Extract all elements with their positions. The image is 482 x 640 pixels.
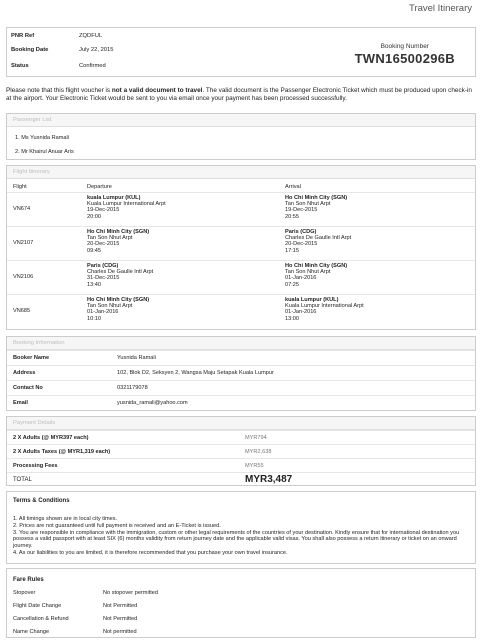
fare-rule-value: No stopover permitted — [103, 590, 159, 596]
booking-date-row — [11, 47, 113, 53]
fare-rules-heading: Fare Rules — [13, 577, 44, 583]
total-value: MYR3,487 — [245, 474, 293, 485]
booking-summary-box — [6, 27, 476, 77]
fare-rules-section — [6, 568, 476, 638]
departure-city: Paris (CDG) — [87, 263, 119, 269]
departure-city: Ho Chi Minh City (SGN) — [87, 297, 150, 303]
arrival-city: Ho Chi Minh City (SGN) — [285, 263, 348, 269]
fare-rule-row — [7, 586, 475, 599]
departure-airport: Tan Son Nhut Arpt — [87, 303, 133, 310]
pnr-label: PNR Ref — [11, 33, 35, 39]
booking-info-label: Booker Name — [13, 355, 50, 361]
document-title: Travel Itinerary — [409, 3, 472, 14]
booking-info-row — [7, 380, 475, 396]
booking-date-value: July 22, 2015 — [79, 47, 114, 53]
passenger-section — [6, 113, 476, 160]
arrival-date: 01-Jan-2016 — [285, 309, 317, 316]
status-label: Status — [11, 63, 29, 69]
arrival-block — [285, 229, 351, 254]
terms-item: 1. All timings shown are in local city times. — [13, 516, 118, 522]
arrival-city: kuala Lumpur (KUL) — [285, 297, 339, 303]
fare-rule-row — [7, 599, 475, 612]
booking-info-row — [7, 395, 475, 411]
departure-time: 09:45 — [87, 247, 101, 254]
booking-info-label: Contact No — [13, 385, 43, 391]
arrival-time: 07:25 — [285, 281, 299, 288]
booking-info-value: Yusnida Ramali — [117, 355, 156, 361]
departure-airport: Kuala Lumpur International Arpt — [87, 201, 166, 208]
arrival-city: Paris (CDG) — [285, 229, 317, 235]
booking-date-label: Booking Date — [11, 47, 49, 53]
departure-date: 01-Jan-2016 — [87, 309, 119, 316]
col-flight-header: Flight — [13, 184, 27, 190]
departure-block — [87, 229, 149, 254]
fare-rule-row — [7, 612, 475, 625]
passenger-item: 1. Ms Yusnida Ramali — [15, 135, 69, 141]
arrival-time: 20:55 — [285, 213, 299, 220]
status-value: Confirmed — [79, 63, 106, 69]
flight-row — [7, 260, 475, 295]
col-arrival-header: Arrival — [285, 184, 301, 190]
booking-number-value: TWN16500296B — [354, 51, 455, 66]
departure-time: 10:10 — [87, 315, 101, 322]
payment-value: MYR2,638 — [245, 449, 272, 455]
payment-row — [7, 430, 475, 445]
pnr-row — [11, 33, 102, 39]
arrival-block — [285, 297, 364, 322]
payment-label: 2 X Adults (@ MYR397 each) — [13, 435, 89, 441]
total-label: TOTAL — [13, 477, 32, 483]
payment-section — [6, 416, 476, 486]
departure-city: kuala Lumpur (KUL) — [87, 195, 141, 201]
flight-row — [7, 226, 475, 261]
fare-rule-value: Not Permitted — [103, 603, 138, 609]
flight-row — [7, 294, 475, 329]
flight-heading: Flight Itinerary — [7, 166, 475, 179]
arrival-airport: Charles De Gaulle Intl Arpt — [285, 235, 352, 242]
departure-city: Ho Chi Minh City (SGN) — [87, 229, 150, 235]
booking-info-value: yusnida_ramali@yahoo.com — [117, 400, 188, 406]
passenger-heading: Passenger List — [7, 114, 475, 127]
departure-block — [87, 297, 149, 322]
payment-value: MYR794 — [245, 435, 267, 441]
terms-item: 3. You are responsible in compliance with the immigration, custom or other legal requirements of the countries of your destination. Kindly ensure that for international destination you possess a valid passport with at least SIX (6) months validity from return journey date and the applicable valid visas. You shall also possess a return itinerary or ticket on an onward journey. — [13, 529, 460, 549]
departure-airport: Tan Son Nhut Arpt — [87, 235, 133, 242]
terms-heading: Terms & Conditions — [13, 498, 70, 504]
arrival-airport: Kuala Lumpur International Arpt — [285, 303, 364, 310]
arrival-time: 13:00 — [285, 315, 299, 322]
passenger-item: 2. Mr Khairul Anuar Aris — [15, 149, 74, 155]
terms-item: 4. As our liabilities to you are limited, it is therefore recommended that you purchase your own travel insurance. — [13, 549, 288, 556]
flight-number: VN685 — [13, 308, 31, 314]
col-departure-header: Departure — [87, 184, 112, 190]
arrival-airport: Tan Son Nhut Arpt — [285, 201, 331, 208]
arrival-airport: Tan Son Nhut Arpt — [285, 269, 331, 276]
departure-time: 20:00 — [87, 213, 101, 220]
booking-info-heading: Booking Information — [7, 337, 475, 350]
notice-text-start: Please note that this flight voucher is — [6, 87, 112, 94]
booking-info-row — [7, 350, 475, 366]
departure-airport: Charles De Gaulle Intl Arpt — [87, 269, 154, 276]
terms-item: 2. Prices are not guaranteed until full payment is received and an E-Ticket is issued. — [13, 522, 221, 529]
booking-number-block — [355, 43, 455, 66]
fare-rule-label: Stopover — [13, 590, 36, 596]
booking-info-value: 102, Blok D2, Seksyen 2, Wangsa Maju Setapak Kuala Lumpur — [117, 370, 274, 376]
payment-label: Processing Fees — [13, 463, 58, 469]
payment-total-row — [7, 472, 475, 487]
booking-info-value: 0321179078 — [117, 385, 148, 391]
flight-row — [7, 192, 475, 227]
payment-heading: Payment Details — [7, 417, 475, 430]
arrival-date: 01-Jan-2016 — [285, 275, 317, 282]
voucher-notice — [6, 87, 478, 103]
arrival-date: 19-Dec-2015 — [285, 207, 318, 214]
payment-label: 2 X Adults Taxes (@ MYR1,319 each) — [13, 449, 111, 455]
booking-info-row — [7, 365, 475, 381]
terms-list — [13, 516, 469, 556]
notice-text-bold: not a valid document to travel — [111, 87, 203, 94]
notice-text-end: . The valid document is the Passenger Electronic Ticket which must be produced upon check-in at the airport. Your Electronic Ticket would be sent to you via email once your payment has been processed successfully. — [6, 87, 472, 102]
fare-rule-label: Flight Date Change — [13, 603, 62, 609]
booking-info-label: Email — [13, 400, 28, 406]
fare-rule-label: Name Change — [13, 629, 50, 635]
status-row — [11, 63, 106, 69]
pnr-value: ZQDFUL — [79, 33, 103, 39]
departure-date: 19-Dec-2015 — [87, 207, 120, 214]
booking-info-section — [6, 336, 476, 411]
flight-section — [6, 165, 476, 330]
arrival-block — [285, 263, 347, 288]
arrival-block — [285, 195, 347, 220]
departure-date: 31-Dec-2015 — [87, 275, 120, 282]
departure-date: 20-Dec-2015 — [87, 241, 120, 248]
flight-number: VN2107 — [13, 240, 34, 246]
payment-value: MYR55 — [245, 463, 264, 469]
arrival-date: 20-Dec-2015 — [285, 241, 318, 248]
fare-rule-row — [7, 625, 475, 638]
flight-number: VN674 — [13, 206, 31, 212]
payment-row — [7, 444, 475, 459]
terms-section — [6, 491, 476, 564]
departure-block — [87, 195, 166, 220]
departure-block — [87, 263, 153, 288]
fare-rule-label: Cancellation & Refund — [13, 616, 69, 622]
booking-info-label: Address — [13, 370, 36, 376]
flight-number: VN2106 — [13, 274, 34, 280]
fare-rule-value: Not permitted — [103, 629, 137, 635]
payment-row — [7, 458, 475, 473]
arrival-time: 17:15 — [285, 247, 299, 254]
departure-time: 13:40 — [87, 281, 101, 288]
booking-number-label: Booking Number — [380, 43, 429, 50]
arrival-city: Ho Chi Minh City (SGN) — [285, 195, 348, 201]
fare-rule-value: Not Permitted — [103, 616, 138, 622]
